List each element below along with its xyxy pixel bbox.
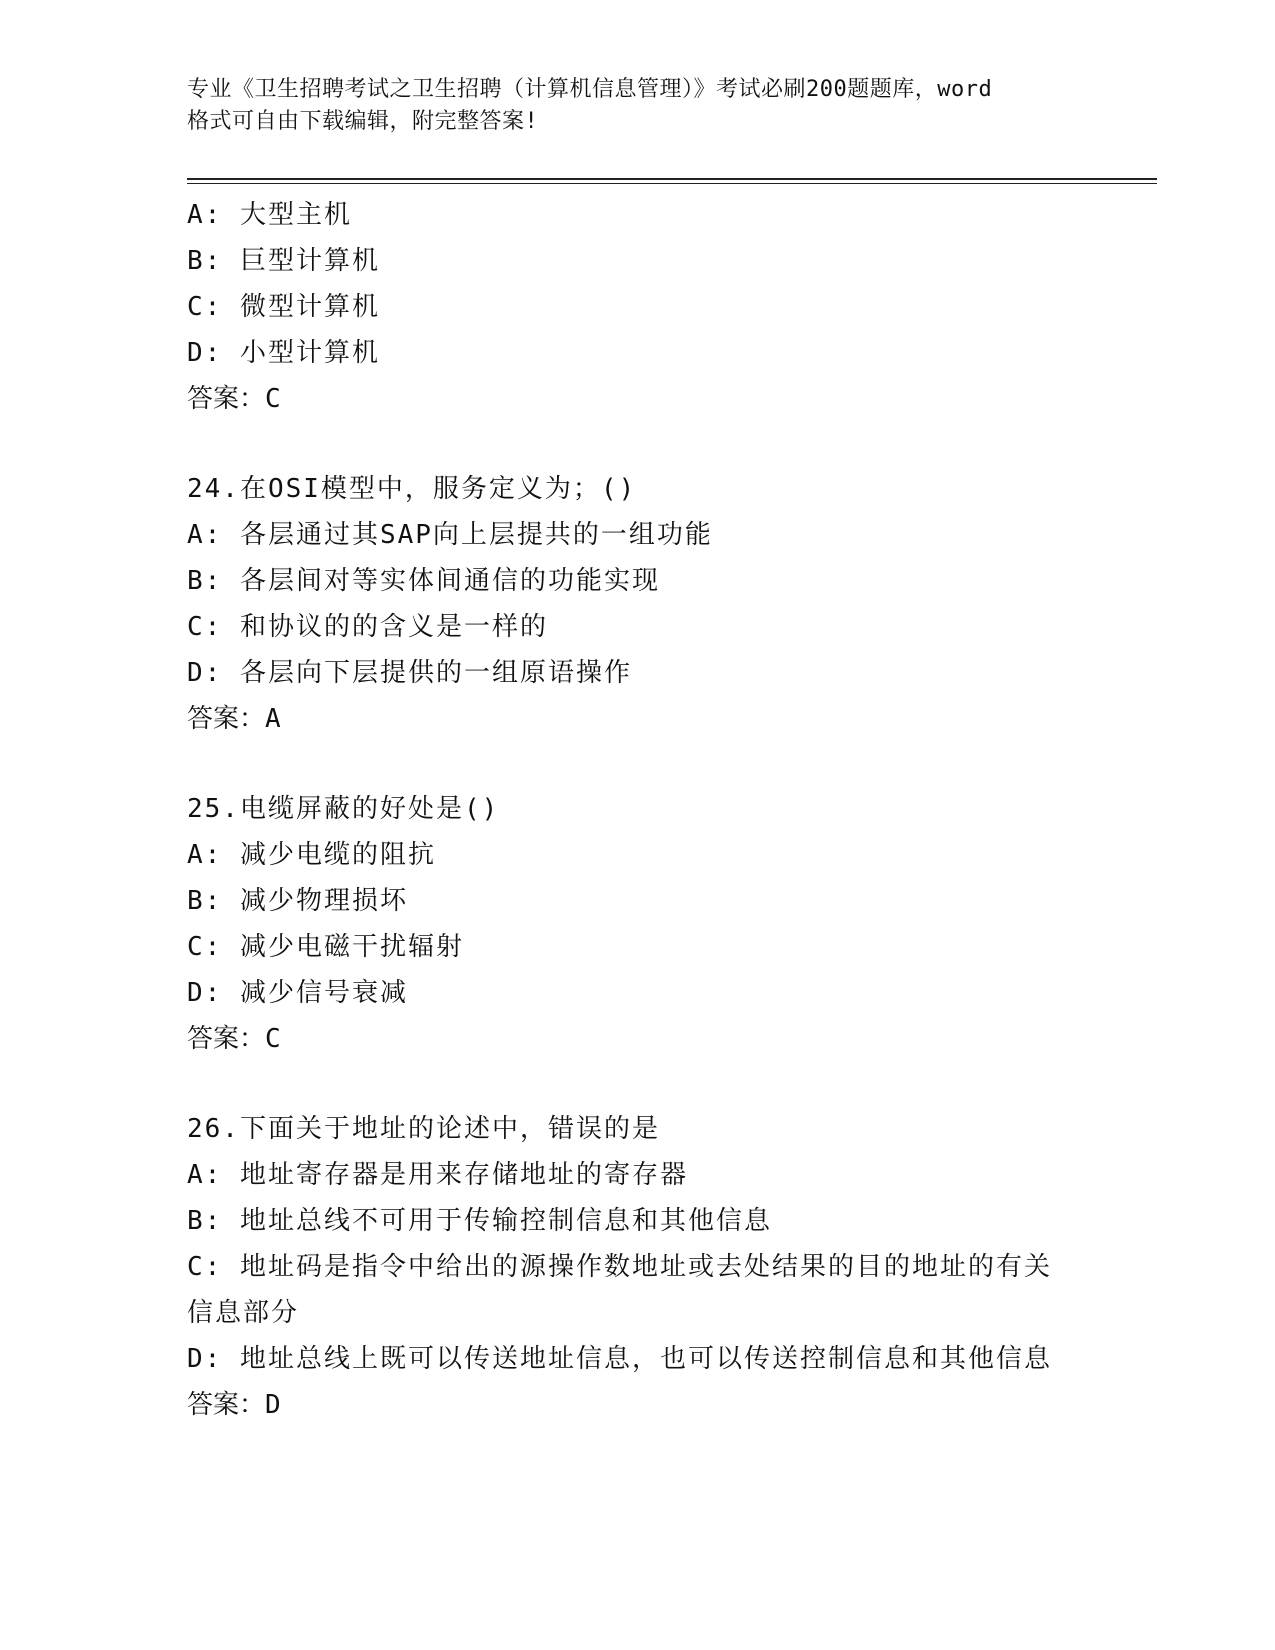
- answer-value: D: [265, 1390, 283, 1420]
- question-26: [187, 1106, 1077, 1428]
- option-c: C: 和协议的的含义是一样的: [187, 612, 548, 642]
- answer-label: 答案：: [187, 1390, 266, 1420]
- question-list: [187, 192, 1077, 1428]
- answer-value: C: [265, 384, 283, 414]
- spacer: [187, 1062, 1077, 1106]
- option-c-continued: 信息部分: [187, 1298, 300, 1328]
- answer-line: [187, 696, 1077, 742]
- option-a: A: 地址寄存器是用来存储地址的寄存器: [187, 1160, 688, 1190]
- question-25: [187, 786, 1077, 1062]
- answer-line: [187, 376, 1077, 422]
- option-a: A: 大型主机: [187, 200, 352, 230]
- question-text: 25.电缆屏蔽的好处是(): [187, 794, 500, 824]
- answer-line: [187, 1382, 1077, 1428]
- option-b: B: 各层间对等实体间通信的功能实现: [187, 566, 660, 596]
- option-c: C: 地址码是指令中给出的源操作数地址或去处结果的目的地址的有关: [187, 1252, 1052, 1282]
- header-line-1: 专业《卫生招聘考试之卫生招聘（计算机信息管理）》考试必刷200题题库，word: [187, 77, 993, 102]
- question-23: [187, 192, 1077, 422]
- answer-label: 答案：: [187, 704, 266, 734]
- option-a: A: 各层通过其SAP向上层提共的一组功能: [187, 520, 713, 550]
- option-d: D: 地址总线上既可以传送地址信息，也可以传送控制信息和其他信息: [187, 1344, 1052, 1374]
- question-24: [187, 466, 1077, 742]
- option-c: C: 减少电磁干扰辐射: [187, 932, 464, 962]
- answer-value: C: [265, 1024, 283, 1054]
- option-b: B: 巨型计算机: [187, 246, 380, 276]
- option-b: B: 地址总线不可用于传输控制信息和其他信息: [187, 1206, 772, 1236]
- header-divider-thick: [187, 178, 1157, 180]
- option-d: D: 小型计算机: [187, 338, 380, 368]
- spacer: [187, 422, 1077, 466]
- spacer: [187, 742, 1077, 786]
- option-b: B: 减少物理损坏: [187, 886, 408, 916]
- answer-label: 答案：: [187, 1024, 266, 1054]
- answer-value: A: [265, 704, 283, 734]
- option-a: A: 减少电缆的阻抗: [187, 840, 436, 870]
- document-header: [187, 74, 1087, 138]
- option-d: D: 各层向下层提供的一组原语操作: [187, 658, 632, 688]
- answer-line: [187, 1016, 1077, 1062]
- header-divider-thin: [187, 183, 1157, 184]
- option-d: D: 减少信号衰减: [187, 978, 408, 1008]
- answer-label: 答案：: [187, 384, 266, 414]
- question-text: 24.在OSI模型中，服务定义为；(): [187, 474, 637, 504]
- header-line-2: 格式可自由下载编辑，附完整答案!: [187, 109, 539, 134]
- question-text: 26.下面关于地址的论述中，错误的是: [187, 1114, 660, 1144]
- option-c: C: 微型计算机: [187, 292, 380, 322]
